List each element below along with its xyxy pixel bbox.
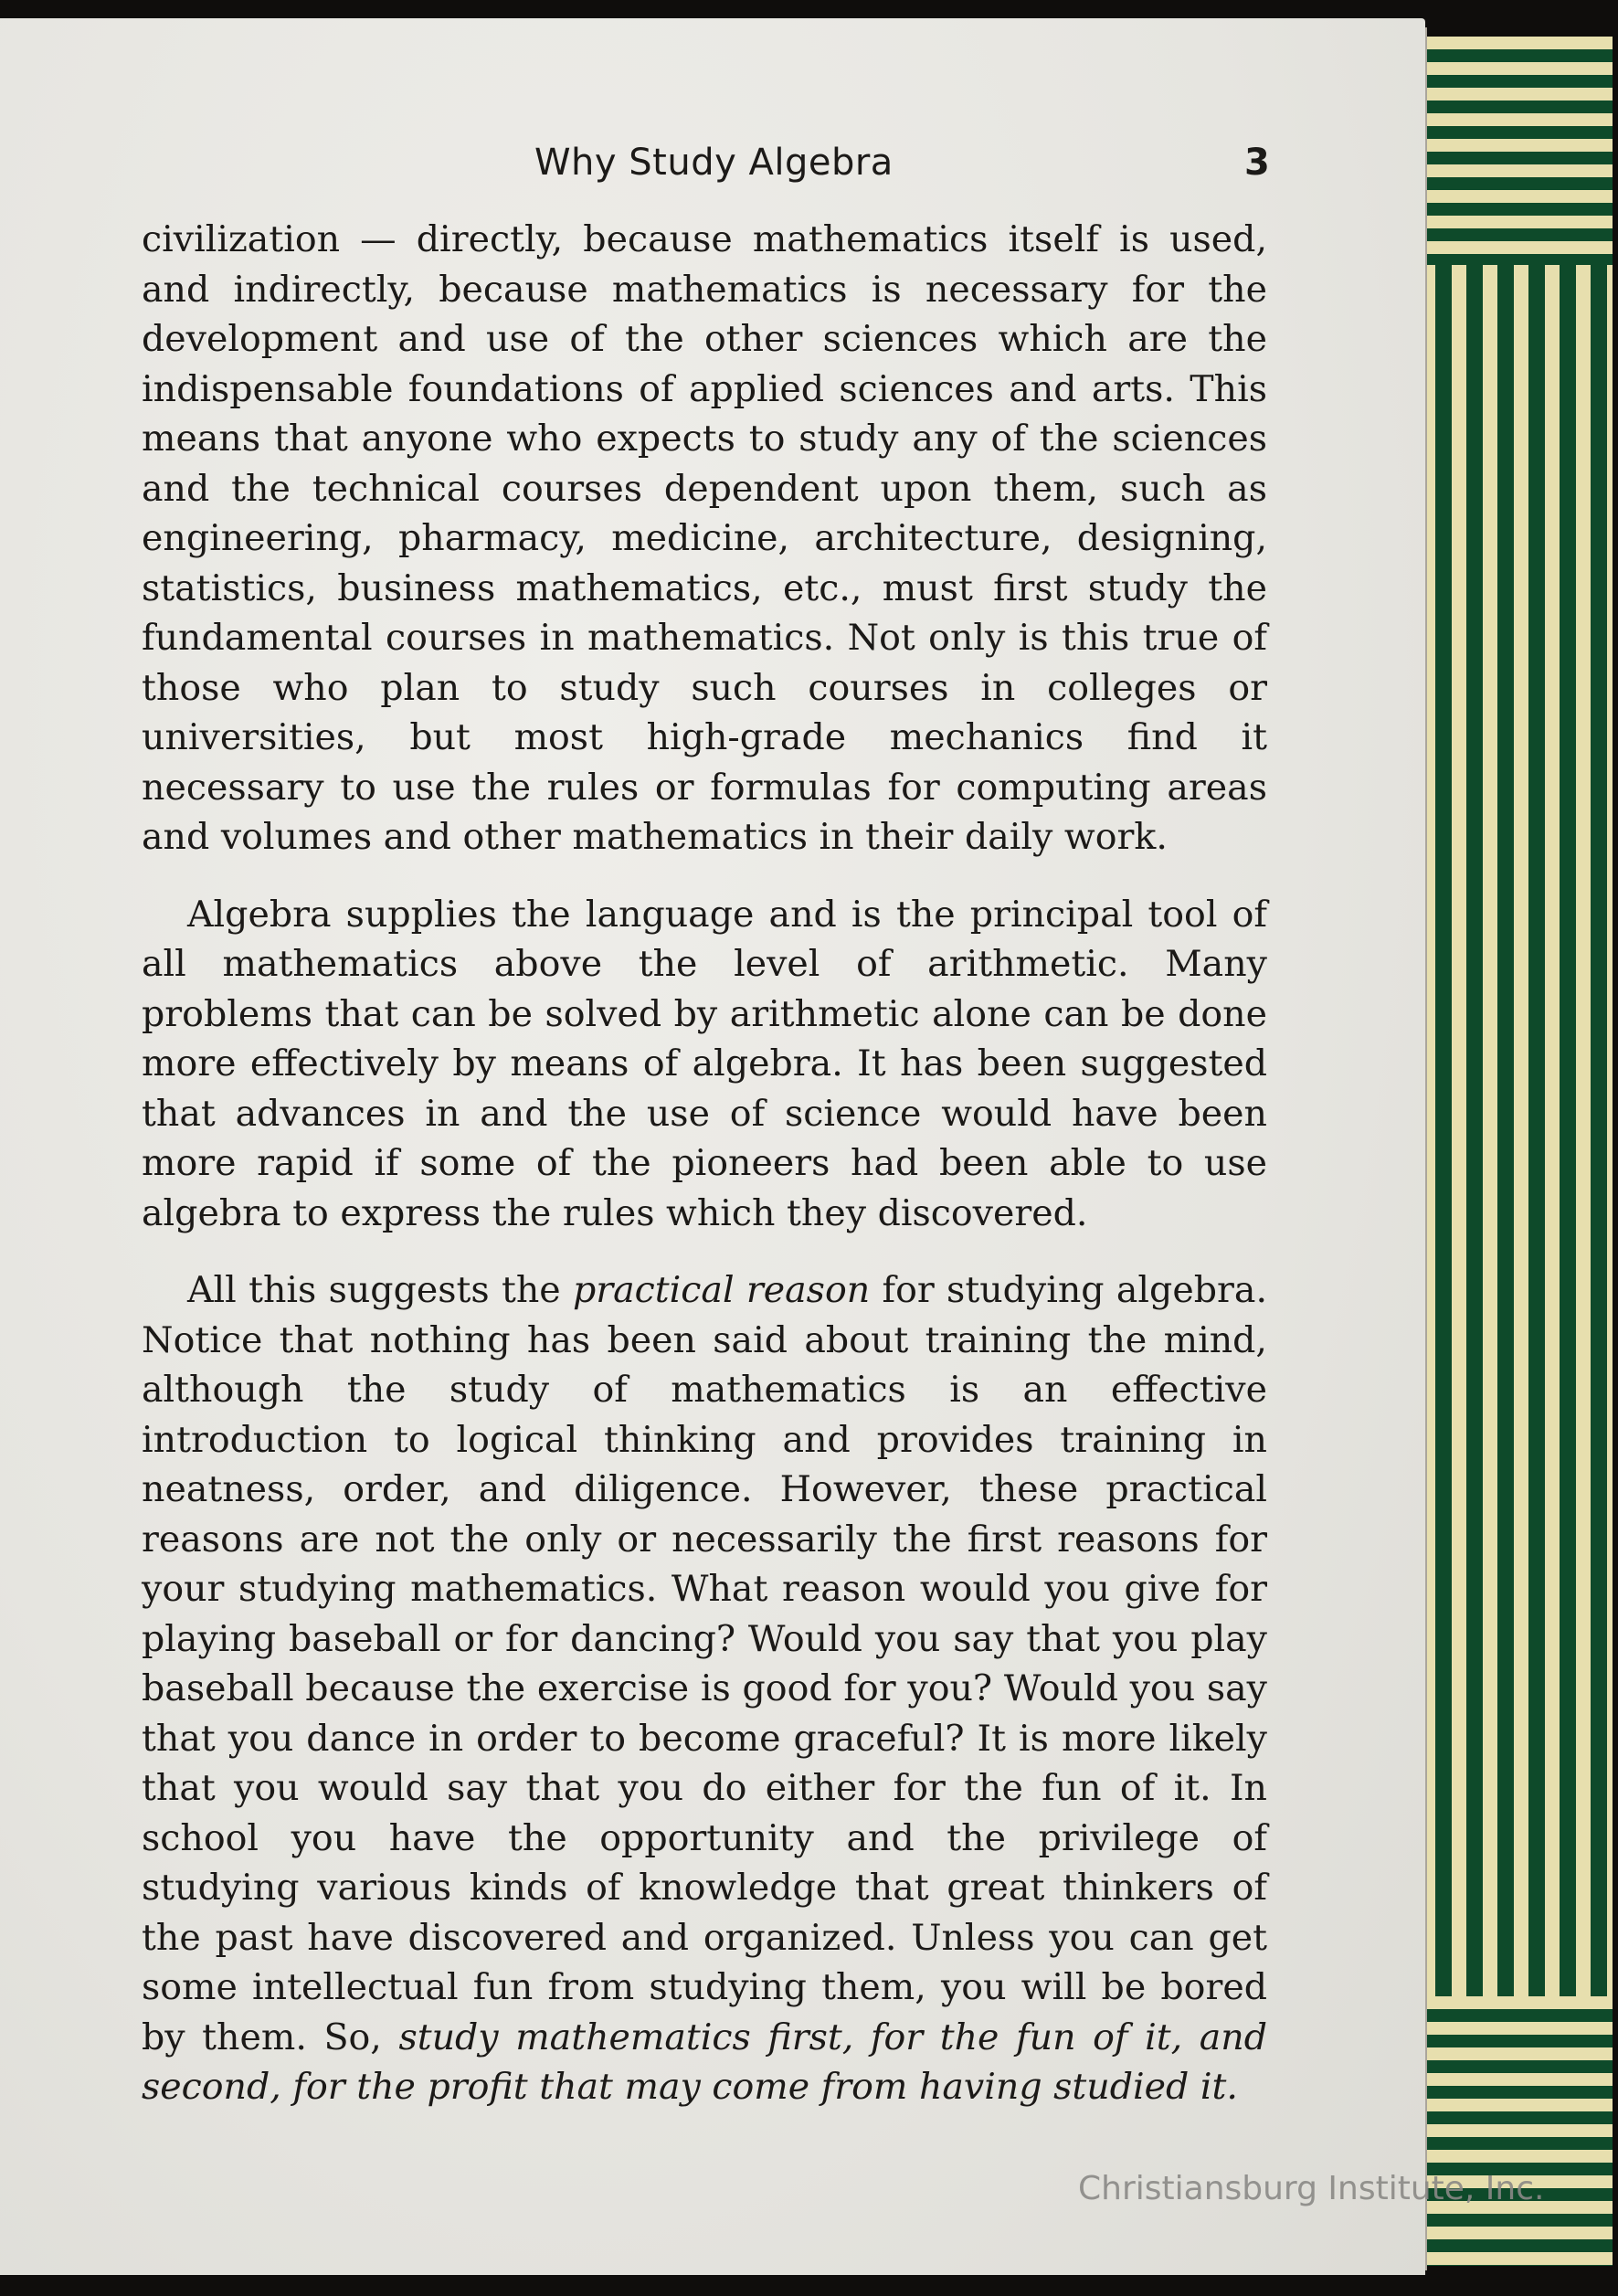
book-cover-pattern (1412, 37, 1613, 2266)
cover-bottom-stripes (1412, 1996, 1613, 2266)
book-page (0, 18, 1425, 2275)
paragraph-2: Algebra supplies the language and is the principal tool of all mathematics above the level of arithmetic. Many problems that can be solved by arithmetic alone can be done more effectively by means of algebra. It has been suggested that advances in and the use of science would have been more rapid if some of the pioneers had been able to use algebra to express the rules which they discovered. (142, 893, 1267, 1234)
page-title: Why Study Algebra (534, 142, 894, 184)
cover-top-stripes (1412, 37, 1613, 265)
paragraph-3 (142, 1265, 1267, 2112)
watermark: Christiansburg Institute, Inc. (1078, 2170, 1545, 2207)
emphasis-practical-reason: practical reason (572, 1269, 871, 1311)
paragraph-1: civilization — directly, because mathematics itself is used, and indirectly, because mathematics is necessary for the development and use of the other sciences which are the indispensable foundations of applied sciences and arts. This means that anyone who expects to study any of the sciences and the technical courses dependent upon them, such as engineering, pharmacy, medicine, architecture, designing, statistics, business mathematics, etc., must first study the fundamental courses in mathematics. Not only is this true of those who plan to study such courses in colleges or universities, but most high-grade mechanics find it necessary to use the rules or formulas for computing areas and volumes and other mathematics in their daily work. (142, 218, 1267, 858)
emphasis-conclusion: study mathematics first, for the fun of it, and second, for the profit that may come from having studied it. (142, 2016, 1267, 2108)
body-text (142, 215, 1267, 2112)
running-head (0, 142, 1425, 196)
paragraph-3-start: All this suggests the (187, 1269, 573, 1311)
cover-vertical-stripes (1412, 265, 1613, 1996)
page-number: 3 (1244, 142, 1270, 184)
paragraph-3-middle: for studying algebra. Notice that nothing has been said about training the mind, although the study of mathematics is an effective introduction to logical thinking and provides training in neatness, order, and diligence. However, these practical reasons are not the only or necessarily the first reasons for your studying mathematics. What reason would you give for playing baseball or for dancing? Would you say that you play baseball because the exercise is good for you? Would you say that you dance in order to become graceful? It is more likely that you would say that you do either for the fun of it. In school you have the opportunity and the privilege of studying various kinds of knowledge that great thinkers of the past have discovered and organized. Unless you can get some intellectual fun from studying them, you will be bored by them. So, (142, 1269, 1267, 2058)
